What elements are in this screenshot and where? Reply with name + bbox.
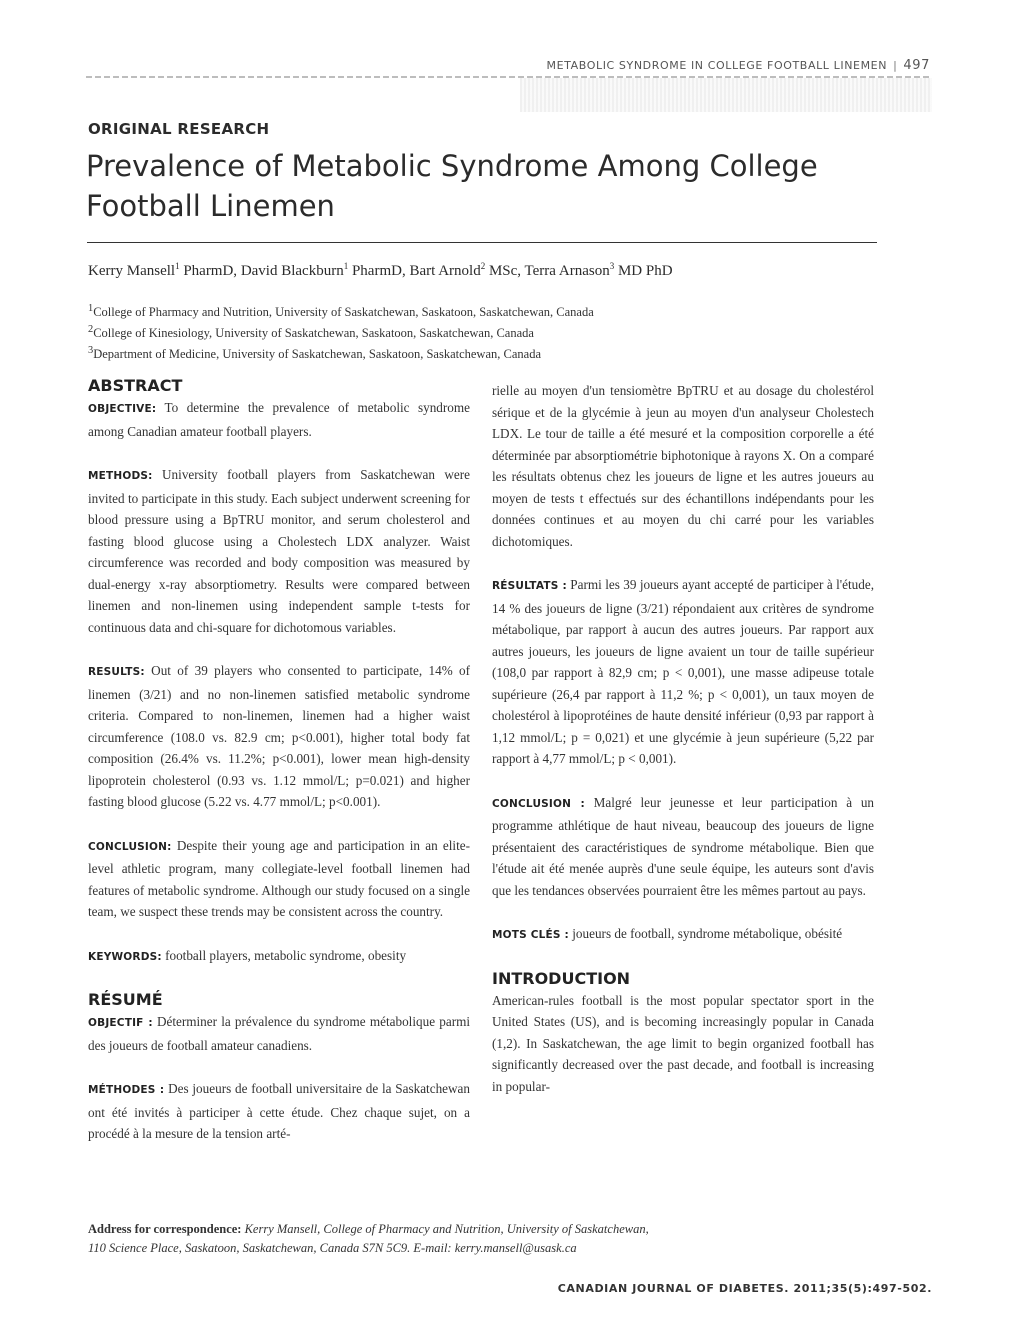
methodes-label: MÉTHODES : — [88, 1084, 165, 1096]
correspondence-line-2 — [88, 1239, 649, 1258]
journal-citation: CANADIAN JOURNAL OF DIABETES. 2011;35(5):497-502. — [557, 1282, 932, 1295]
affiliation-text: Department of Medicine, University of Saskatchewan, Saskatoon, Saskatchewan, Canada — [93, 347, 541, 362]
author-degree: PharmD, — [348, 263, 410, 279]
methods-text: University football players from Saskatchewan were invited to participate in this study. Each subject underwent screening for blood pressure using a BpTRU monitor, and serum cholesterol and fasting blood glucose using a Cholestech LDX analyzer. Waist circumference was recorded and body composition was measured by dual-energy x-ray absorptiometry. Results were compared between linemen and non-linemen using independent sample t-tests for continuous data and chi-square for dichotomous variables. — [88, 467, 471, 635]
conclusion-fr-text: Malgré leur jeunesse et leur participation à un programme athlétique de haut niveau, beaucoup des joueurs de ligne présentaient des caractéristiques de syndrome métabolique. Bien que l'étude ait été menée auprès d'une seule équipe, les auteurs sont d'avis que les tendances observées pourraient être les mêmes partout au pays. — [492, 794, 875, 898]
page-number: 497 — [903, 58, 930, 73]
author-affiliation-ref: 2 — [480, 261, 486, 271]
running-header — [0, 58, 930, 78]
title-rule — [87, 242, 877, 243]
resume-resultats — [492, 574, 874, 770]
correspondence-email: 110 Science Place, Saskatoon, Saskatchewan, Canada S7N 5C9. E-mail: kerry.mansell@usask.ca — [88, 1241, 577, 1255]
author-degree: PharmD, — [179, 263, 241, 279]
author-name: Kerry Mansell — [88, 263, 176, 279]
author-list — [88, 261, 673, 280]
conclusion-text: Despite their young age and participation in an elite-level athletic program, many collegiate-level football linemen had features of metabolic syndrome. Although our study focused on a single team, we suspect these trends may be consistent across the country. — [88, 837, 470, 919]
affiliation-text: College of Kinesiology, University of Saskatchewan, Saskatoon, Saskatchewan, Canada — [93, 326, 534, 341]
introduction-text: American-rules football is the most popular spectator sport in the United States (US), and is becoming increasingly popular in Canada (1,2). In Saskatchewan, the age limit to begin organized football has significantly decreased over the past decade, and football is increasing in popular- — [492, 992, 874, 1094]
conclusion-label: CONCLUSION: — [88, 840, 172, 853]
author-name: David Blackburn — [240, 263, 344, 279]
mots-cles-text: joueurs de football, syndrome métabolique, obésité — [572, 926, 843, 941]
objectif-text: Déterminer la prévalence du syndrome métabolique parmi des joueurs de football amateur canadiens. — [88, 1014, 471, 1053]
resume-methodes-continued: rielle au moyen d'un tensiomètre BpTRU et au dosage du cholestérol sérique et de la glycémie à jeun au moyen d'un analyseur Cholestech LDX. Le tour de taille a été mesuré et la composition corporelle a été déterminée par absorptiométrie biphotonique à rayons X. On a comparé les résultats obtenus chez les joueurs de ligne et les autres joueurs au moyen de tests t effectués sur des échantillons indépendants pour les données continues et au moyen du chi carré pour les variables dichotomiques. — [492, 383, 874, 549]
affiliation-list — [88, 300, 594, 363]
correspondence-block — [88, 1220, 649, 1258]
author-degree: MD PhD — [614, 263, 673, 279]
abstract-results — [88, 660, 470, 813]
mots-cles-label: MOTS CLÉS : — [492, 929, 569, 941]
correspondence-label: Address for correspondence: — [88, 1222, 242, 1236]
running-title: METABOLIC SYNDROME IN COLLEGE FOOTBALL LINEMEN — [546, 59, 888, 72]
objective-label: OBJECTIVE: — [88, 403, 157, 415]
author-name: Bart Arnold — [409, 263, 481, 279]
methodes-text: Des joueurs de football universitaire de la Saskatchewan ont été invités à participer à cette étude. Chez chaque sujet, on a procédé à la mesure de la tension arté- — [88, 1081, 470, 1141]
objective-text: To determine the prevalence of metabolic syndrome among Canadian amateur football players. — [88, 400, 470, 439]
left-column — [88, 376, 470, 1167]
methods-label: METHODS: — [88, 470, 153, 482]
abstract-heading: ABSTRACT — [88, 376, 183, 395]
abstract-methods — [88, 464, 470, 638]
section-label: ORIGINAL RESEARCH — [88, 120, 270, 138]
resume-objectif — [88, 1011, 470, 1056]
article-title: Prevalence of Metabolic Syndrome Among College Football Linemen — [86, 149, 818, 223]
abstract-keywords — [88, 945, 470, 969]
results-label: RESULTS: — [88, 666, 145, 678]
header-decoration — [520, 78, 932, 112]
results-text: Out of 39 players who consented to participate, 14% of linemen (3/21) and no non-linemen satisfied metabolic syndrome criteria. Compared to non-linemen, linemen had a higher waist circumference (108.0 vs. 82.9 cm; p<0.001), higher total body fat composition (26.4% vs. 11.2%; p<0.001), lower mean high-density lipoprotein cholesterol (0.93 vs. 1.12 mmol/L; p=0.021) and higher fasting blood glucose (5.22 vs. 4.77 mmol/L; p<0.001). — [88, 663, 471, 809]
abstract-conclusion — [88, 835, 470, 923]
abstract-objective — [88, 397, 470, 442]
affiliation-number: 2 — [88, 324, 94, 336]
affiliation-item — [88, 300, 594, 321]
keywords-label: KEYWORDS: — [88, 950, 162, 963]
affiliation-item — [88, 321, 594, 342]
introduction-heading: INTRODUCTION — [492, 968, 631, 988]
correspondence-address: Kerry Mansell, College of Pharmacy and Nutrition, University of Saskatchewan, — [244, 1222, 649, 1236]
header-separator: | — [893, 59, 898, 72]
affiliation-item — [88, 342, 594, 363]
resume-heading: RÉSUMÉ — [88, 990, 163, 1009]
right-column — [492, 380, 874, 1119]
author-degree: MSc, — [485, 263, 525, 279]
author-name: Terra Arnason — [524, 263, 610, 279]
affiliation-text: College of Pharmacy and Nutrition, University of Saskatchewan, Saskatoon, Saskatchewan, Canada — [93, 305, 594, 320]
author-affiliation-ref: 1 — [175, 261, 180, 271]
resume-mots-cles — [492, 923, 874, 947]
correspondence-line-1 — [88, 1220, 649, 1239]
affiliation-number: 3 — [88, 345, 94, 357]
conclusion-fr-label: CONCLUSION : — [492, 797, 585, 810]
resultats-text: Parmi les 39 joueurs ayant accepté de participer à l'étude, 14 % des joueurs de ligne (3/21) répondaient aux critères de syndrome métabolique, par rapport à aucun des autres joueurs. Par rapport aux autres joueurs, les joueurs de ligne avaient un tour de taille supérieur (108,0 par rapport à 82,9 cm; p < 0,001), une masse adipeuse totale supérieure (26,4 par rapport à 11,2 %; p < 0,001), un taux moyen de cholestérol à lipoprotéines de haute densité inférieur (0,93 par rapport à 1,12 mmol/L; p = 0,021) et une glycémie à jeun supérieure (5,22 par rapport à 4,77 mmol/L; p < 0,001). — [492, 577, 874, 766]
author-affiliation-ref: 1 — [343, 261, 349, 271]
affiliation-number: 1 — [88, 303, 94, 314]
author-affiliation-ref: 3 — [609, 261, 615, 271]
resume-conclusion — [492, 792, 874, 902]
resume-methodes — [88, 1078, 470, 1145]
resultats-label: RÉSULTATS : — [492, 580, 567, 592]
objectif-label: OBJECTIF : — [88, 1017, 153, 1029]
keywords-text: football players, metabolic syndrome, obesity — [165, 947, 407, 963]
